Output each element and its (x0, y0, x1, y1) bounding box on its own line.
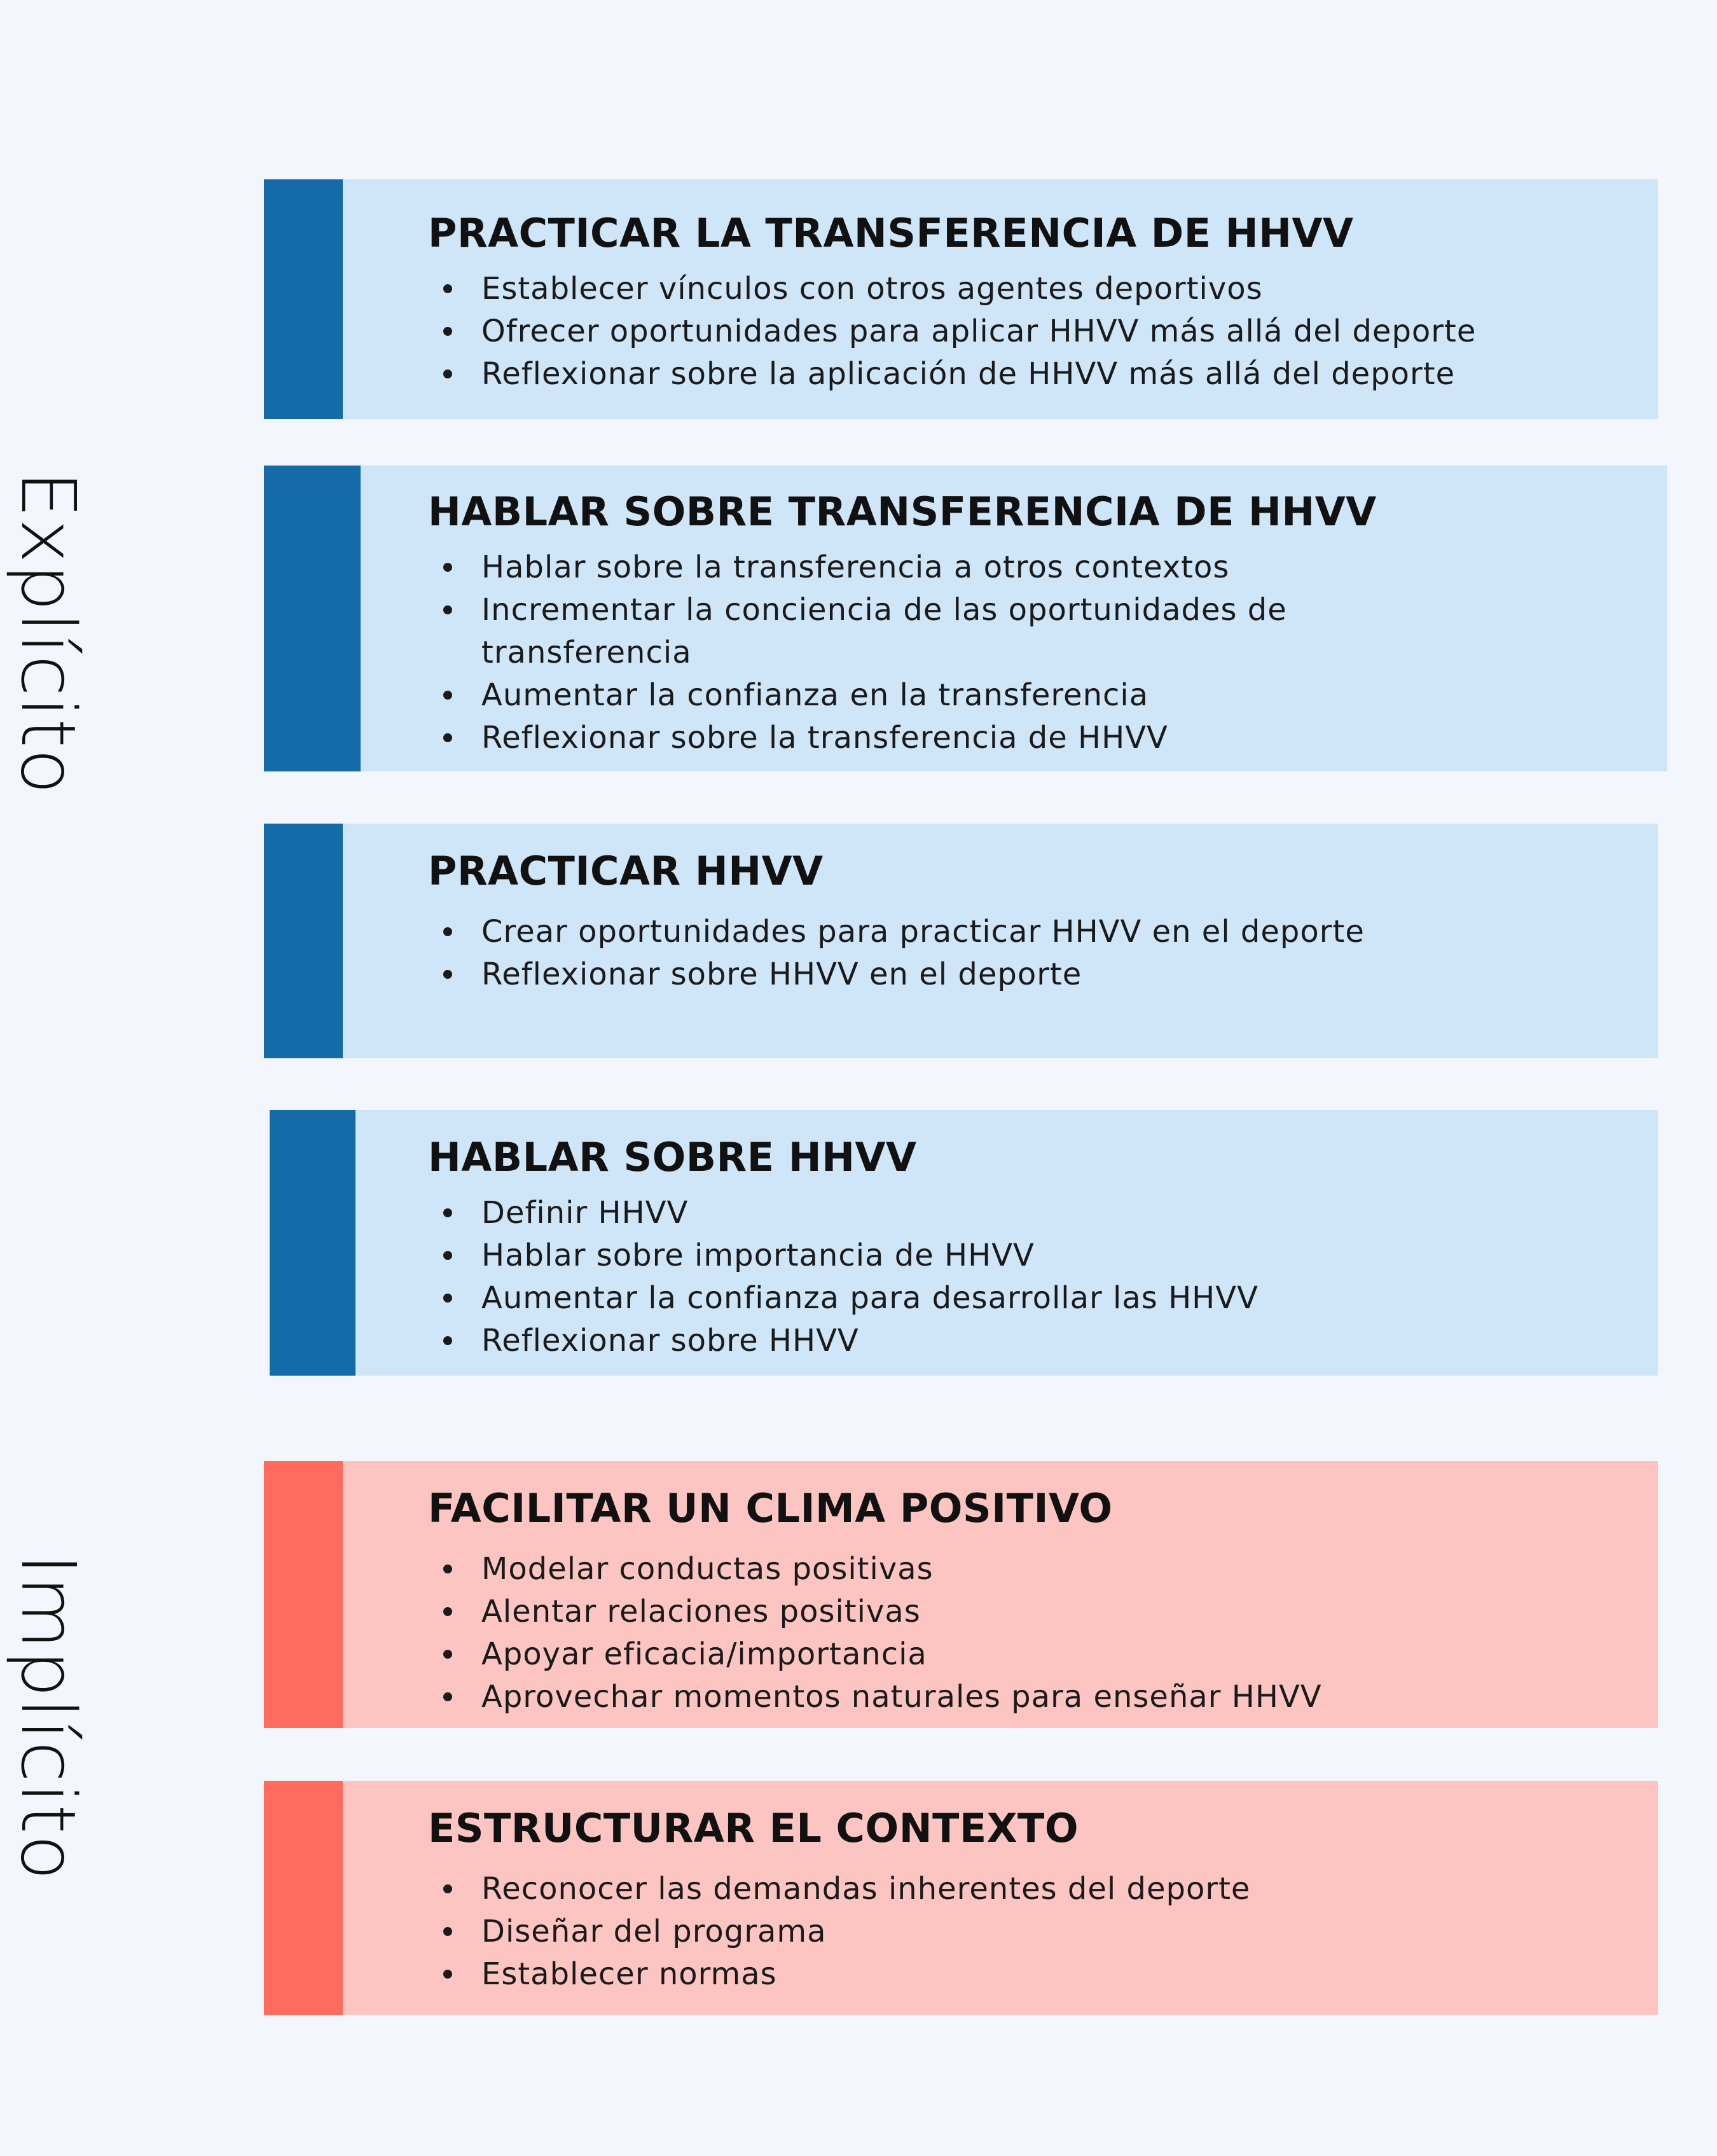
bullet-icon (443, 327, 452, 336)
card-title: FACILITAR UN CLIMA POSITIVO (428, 1485, 1113, 1531)
bullet-icon (443, 284, 452, 293)
card-item-list (428, 1868, 1632, 1996)
list-item: Apoyar eficacia/importancia (428, 1633, 1632, 1676)
list-item: Aumentar la confianza para desarrollar las HHVV (428, 1277, 1632, 1320)
card-item-list (428, 546, 1438, 759)
list-item: Hablar sobre importancia de HHVV (428, 1234, 1632, 1277)
list-item: Reflexionar sobre HHVV (428, 1320, 1632, 1362)
implicit-label: Implícito (4, 1553, 92, 1881)
bullet-icon (443, 927, 452, 936)
card-hablar-hhvv (270, 1110, 1658, 1376)
bullet-icon (443, 733, 452, 742)
bullet-icon (443, 691, 452, 700)
card-title: HABLAR SOBRE HHVV (428, 1134, 917, 1180)
list-item: Definir HHVV (428, 1192, 1632, 1234)
card-title: ESTRUCTURAR EL CONTEXTO (428, 1805, 1079, 1851)
card-accent-stripe (264, 1461, 343, 1728)
bullet-icon (443, 1607, 452, 1616)
bullet-icon (443, 1927, 452, 1936)
card-accent-stripe (264, 179, 343, 419)
bullet-icon (443, 1692, 452, 1701)
bullet-icon (443, 1884, 452, 1893)
bullet-icon (443, 1208, 452, 1217)
bullet-icon (443, 1565, 452, 1573)
card-practicar-hhvv (264, 824, 1658, 1058)
explicit-label: Explícito (4, 471, 92, 795)
list-item: Incrementar la conciencia de las oportunidades de transferencia (428, 589, 1438, 674)
card-estructurar-contexto (264, 1781, 1658, 2015)
card-practicar-transferencia (264, 179, 1658, 419)
bullet-icon (443, 970, 452, 979)
card-title: PRACTICAR HHVV (428, 848, 824, 894)
list-item: Crear oportunidades para practicar HHVV en el deporte (428, 911, 1632, 953)
list-item: Reflexionar sobre HHVV en el deporte (428, 953, 1632, 996)
list-item: Aumentar la confianza en la transferencia (428, 674, 1438, 717)
list-item: Diseñar del programa (428, 1911, 1632, 1953)
bullet-icon (443, 1336, 452, 1345)
list-item: Reflexionar sobre la transferencia de HHVV (428, 717, 1438, 759)
card-clima-positivo (264, 1461, 1658, 1728)
card-item-list (428, 1192, 1632, 1362)
list-item: Reconocer las demandas inherentes del deporte (428, 1868, 1632, 1911)
list-item: Aprovechar momentos naturales para enseñar HHVV (428, 1676, 1632, 1718)
card-accent-stripe (264, 466, 361, 771)
card-item-list (428, 268, 1632, 396)
bullet-icon (443, 1970, 452, 1979)
card-accent-stripe (270, 1110, 355, 1376)
bullet-icon (443, 370, 452, 378)
card-accent-stripe (264, 1781, 343, 2015)
list-item: Establecer vínculos con otros agentes deportivos (428, 268, 1632, 310)
bullet-icon (443, 563, 452, 572)
bullet-icon (443, 1251, 452, 1260)
card-hablar-transferencia (264, 466, 1667, 771)
card-title: HABLAR SOBRE TRANSFERENCIA DE HHVV (428, 488, 1377, 535)
bullet-icon (443, 1650, 452, 1659)
bullet-icon (443, 605, 452, 614)
card-item-list (428, 911, 1632, 996)
list-item: Ofrecer oportunidades para aplicar HHVV más allá del deporte (428, 310, 1632, 353)
bullet-icon (443, 1294, 452, 1303)
list-item: Alentar relaciones positivas (428, 1591, 1632, 1633)
list-item: Modelar conductas positivas (428, 1548, 1632, 1591)
card-accent-stripe (264, 824, 343, 1058)
card-item-list (428, 1548, 1632, 1718)
list-item: Hablar sobre la transferencia a otros contextos (428, 546, 1438, 589)
card-title: PRACTICAR LA TRANSFERENCIA DE HHVV (428, 210, 1354, 256)
list-item: Establecer normas (428, 1953, 1632, 1996)
list-item: Reflexionar sobre la aplicación de HHVV más allá del deporte (428, 353, 1632, 396)
